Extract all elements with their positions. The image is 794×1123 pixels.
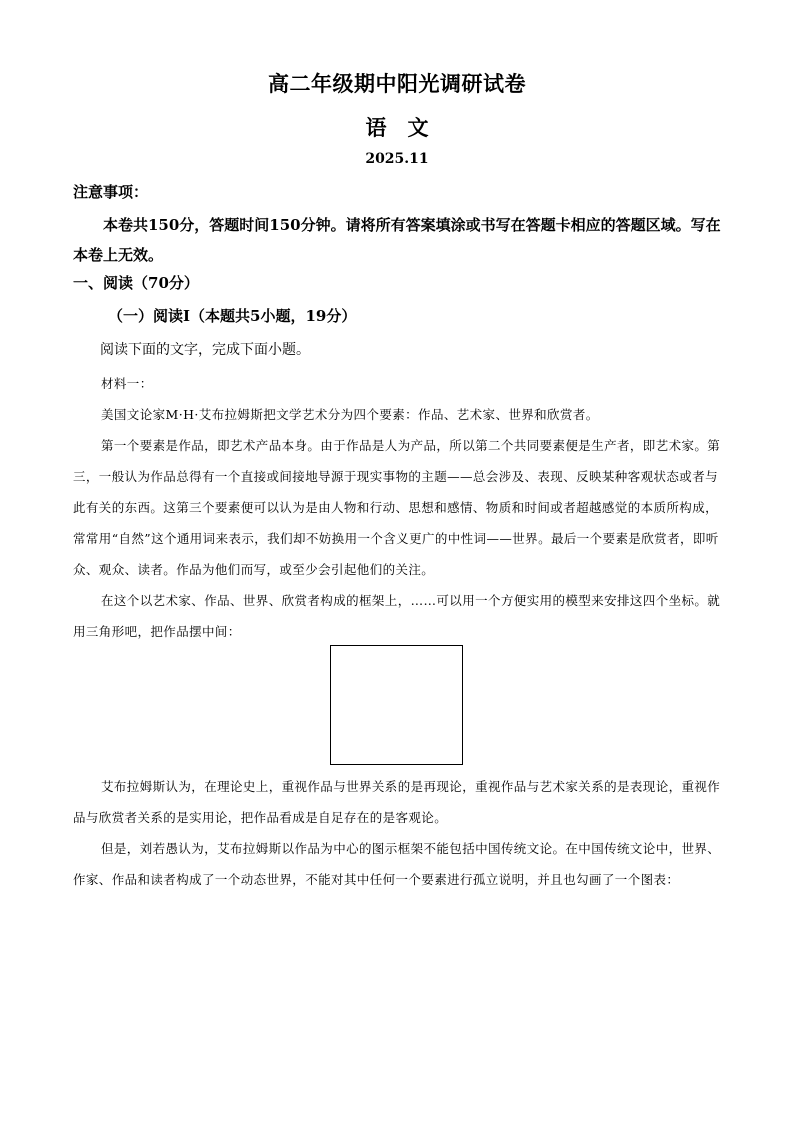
passage-paragraph: 在这个以艺术家、作品、世界、欣赏者构成的框架上，……可以用一个方便实用的模型来安排这四个坐标。就用三角形吧，把作品摆中间： (73, 593, 721, 639)
notice-heading: 注意事项： (73, 183, 149, 201)
passage-paragraph: 美国文论家M·H·艾布拉姆斯把文学艺术分为四个要素：作品、艺术家、世界和欣赏者。 (101, 407, 599, 422)
section-title: 一、阅读（70分） (73, 274, 199, 292)
subsection-title: （一）阅读Ⅰ（本题共5小题，19分） (108, 307, 357, 325)
passage-paragraph: 第一个要素是作品，即艺术产品本身。由于作品是人为产品，所以第二个共同要素便是生产者，即艺术家。第三，一般认为作品总得有一个直接或间接地导源于现实事物的主题——总会涉及、表现、反映某种客观状态或者与此有关的东西。这第三个要素便可以认为是由人物和行动、思想和感情、物质和时间或者超越感觉的本质所构成，常常用“自然”这个通用词来表示，我们却不妨换用一个含义更广的中性词——世界。最后一个要素是欣赏者，即听众、观众、读者。作品为他们而写，或至少会引起他们的关注。 (73, 438, 721, 577)
exam-title: 高二年级期中阳光调研试卷 (268, 71, 526, 96)
exam-date: 2025.11 (365, 151, 429, 167)
material-label: 材料一： (101, 376, 153, 391)
subject-title: 语 文 (365, 115, 429, 140)
reading-instruction: 阅读下面的文字，完成下面小题。 (100, 341, 310, 357)
notice-body: 本卷共150分，答题时间150分钟。请将所有答案填涂或书写在答题卡相应的答题区域。写在本卷上无效。 (73, 216, 721, 264)
triangle-figure-placeholder (330, 645, 463, 765)
passage-paragraph: 艾布拉姆斯认为，在理论史上，重视作品与世界关系的是再现论，重视作品与艺术家关系的是表现论，重视作品与欣赏者关系的是实用论，把作品看成是自足存在的是客观论。 (73, 779, 721, 825)
passage-paragraph: 但是，刘若愚认为，艾布拉姆斯以作品为中心的图示框架不能包括中国传统文论。在中国传统文论中，世界、作家、作品和读者构成了一个动态世界，不能对其中任何一个要素进行孤立说明，并且也勾画了一个图表： (73, 841, 721, 887)
